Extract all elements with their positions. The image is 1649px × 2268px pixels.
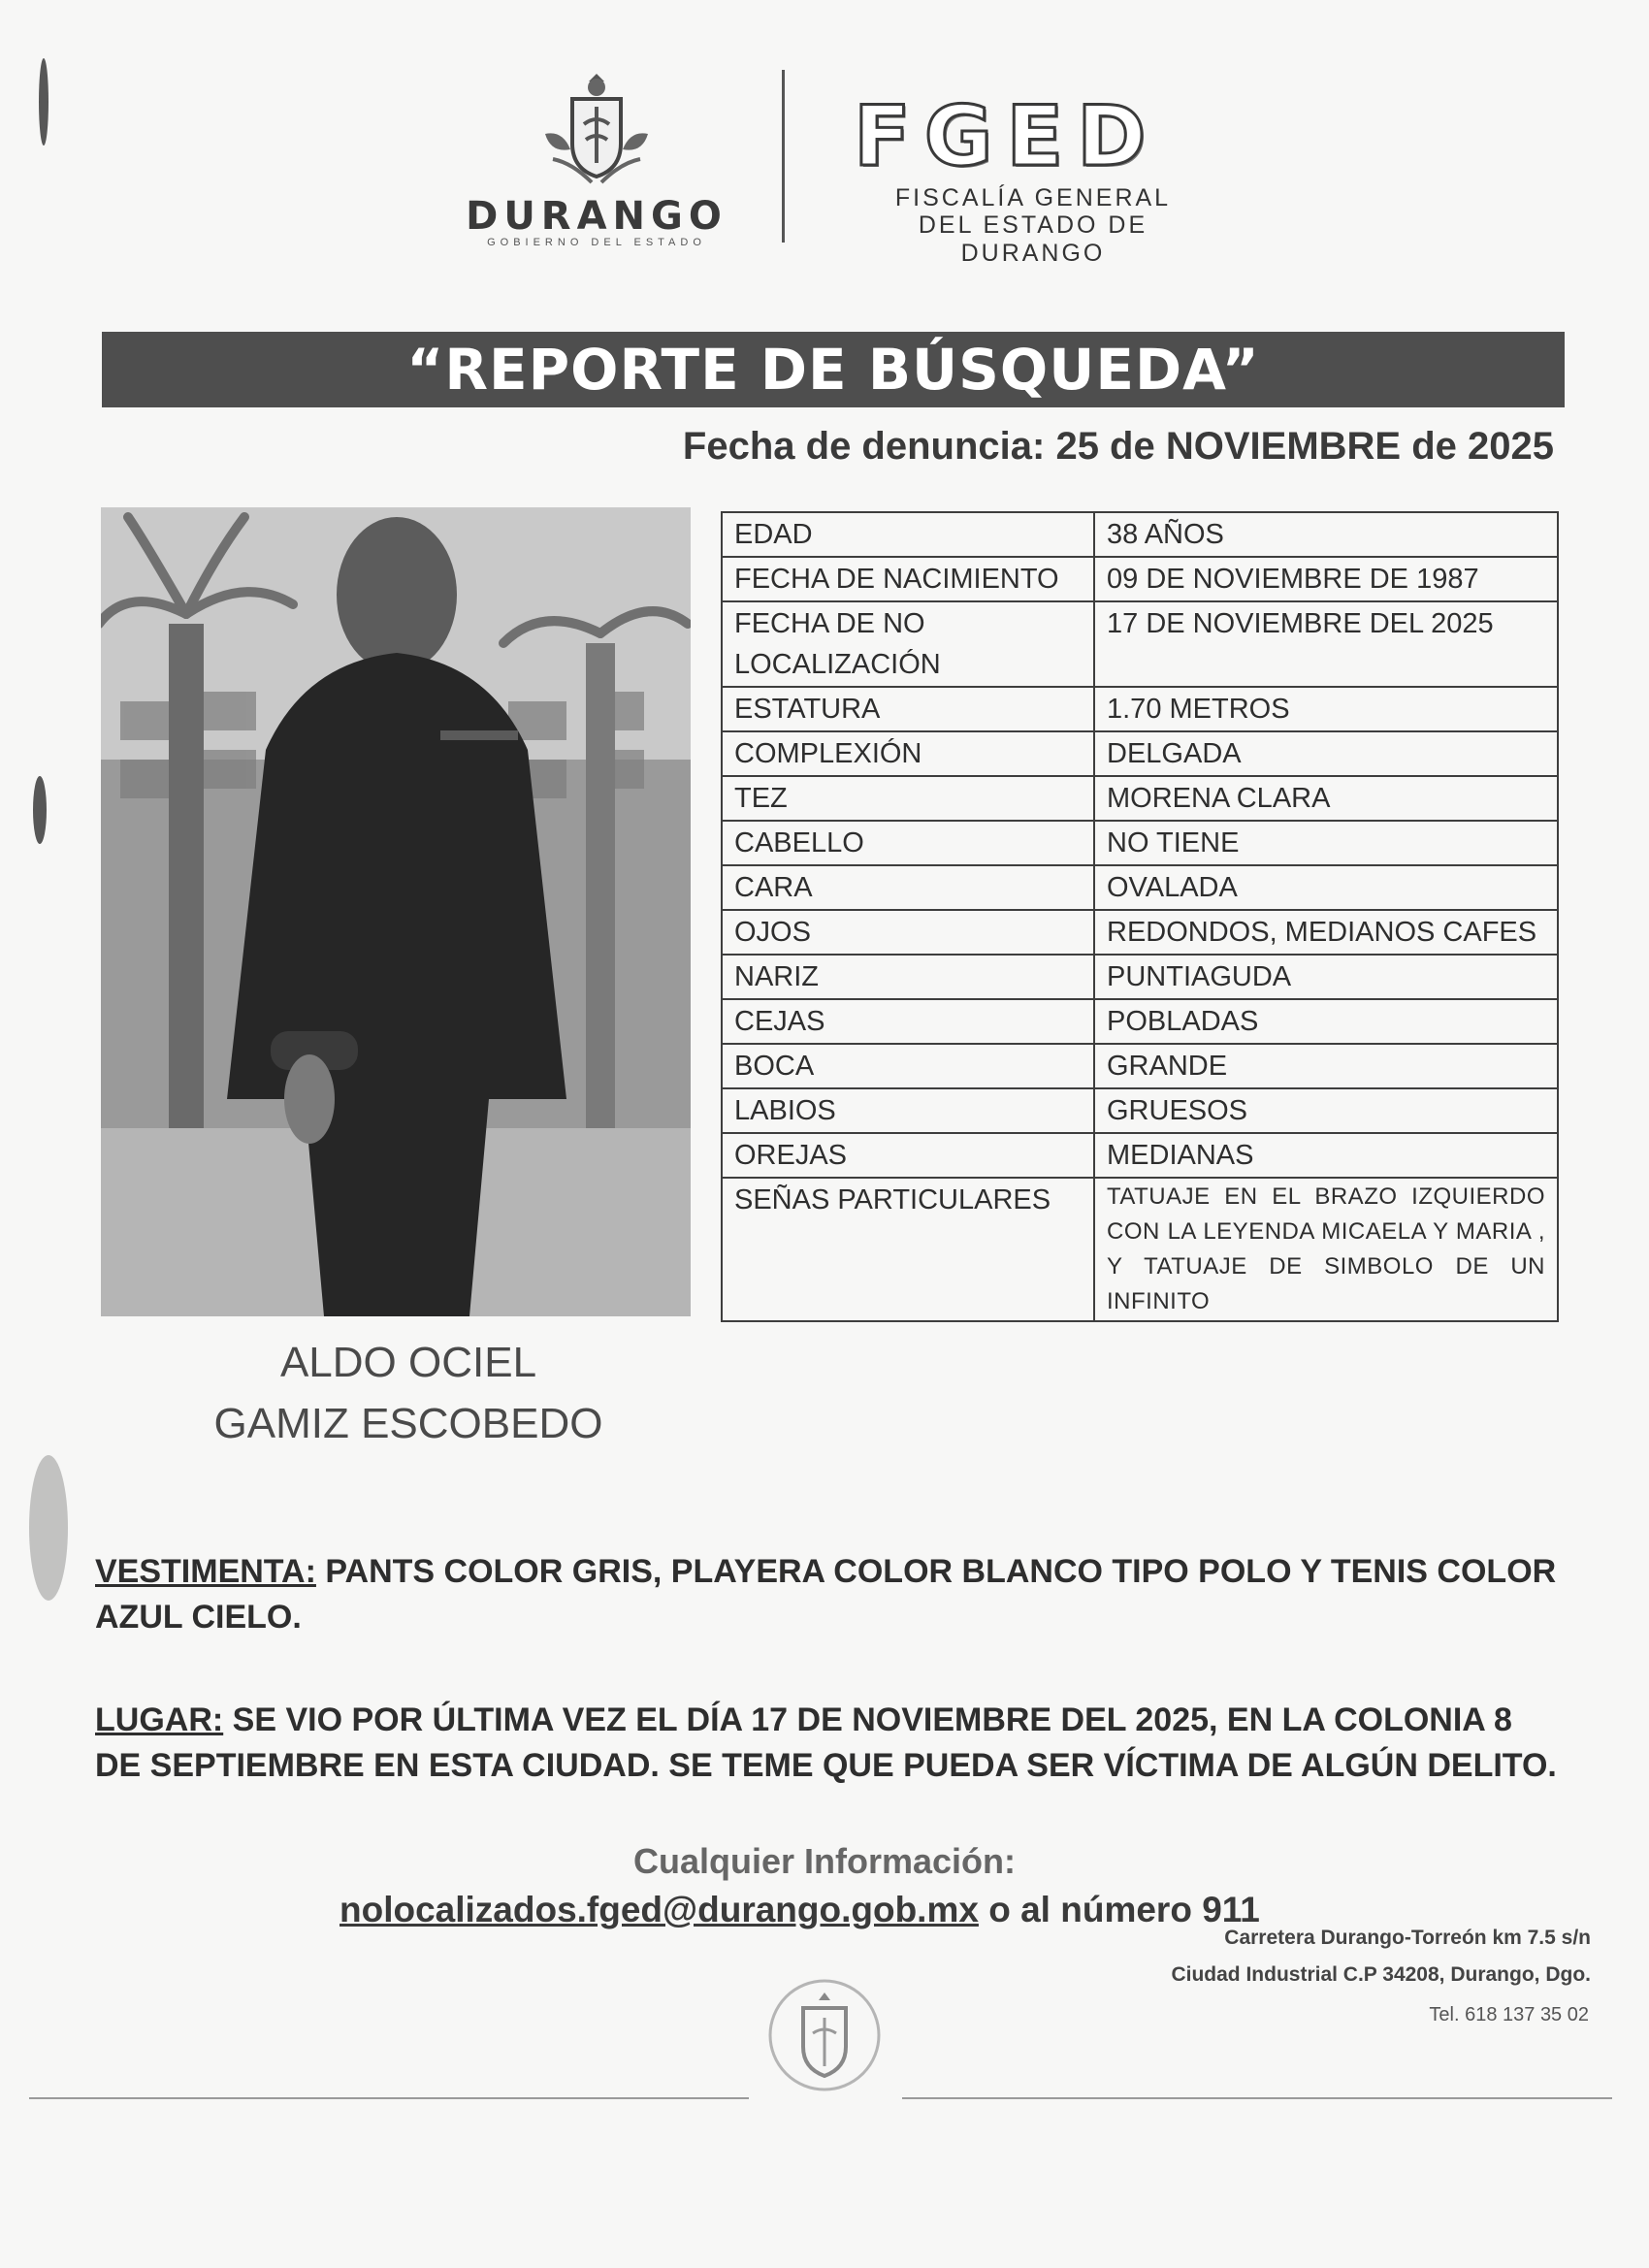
physical-description-table [721, 511, 1559, 1322]
clothing-text: PANTS COLOR GRIS, PLAYERA COLOR BLANCO TIPO POLO Y TENIS COLOR AZUL CIELO. [95, 1553, 1557, 1636]
detail-value: GRANDE [1094, 1044, 1558, 1088]
detail-label: FECHA DE NO LOCALIZACIÓN [722, 601, 1094, 687]
detail-value: MEDIANAS [1094, 1133, 1558, 1178]
detail-label: COMPLEXIÓN [722, 731, 1094, 776]
detail-label: CARA [722, 865, 1094, 910]
detail-value: TATUAJE EN EL BRAZO IZQUIERDO CON LA LEYENDA MICAELA Y MARIA , Y TATUAJE DE SIMBOLO DE UN INFINITO [1094, 1178, 1558, 1321]
report-title-banner: “REPORTE DE BÚSQUEDA” [102, 332, 1565, 407]
detail-value: GRUESOS [1094, 1088, 1558, 1133]
detail-value: OVALADA [1094, 865, 1558, 910]
table-row [722, 1133, 1558, 1178]
detail-value: 1.70 METROS [1094, 687, 1558, 731]
table-row [722, 687, 1558, 731]
person-name-line1: ALDO OCIEL [279, 1339, 537, 1386]
contact-title: Cualquier Información: [632, 1841, 1017, 1881]
detail-label: CEJAS [722, 999, 1094, 1044]
table-row [722, 512, 1558, 557]
detail-label: BOCA [722, 1044, 1094, 1088]
fged-logo: FGED [854, 88, 1160, 185]
contact-phone-text: o al número 911 [978, 1890, 1260, 1929]
detail-value: DELGADA [1094, 731, 1558, 776]
fged-subtitle-line2: DEL ESTADO DE DURANGO [918, 211, 1148, 267]
place-paragraph [95, 1698, 1562, 1789]
detail-label: FECHA DE NACIMIENTO [722, 557, 1094, 601]
detail-value: 38 AÑOS [1094, 512, 1558, 557]
detail-value: PUNTIAGUDA [1094, 955, 1558, 999]
detail-label: EDAD [722, 512, 1094, 557]
scan-mark [33, 776, 47, 844]
table-row [722, 1178, 1558, 1321]
detail-value: MORENA CLARA [1094, 776, 1558, 821]
footer-divider-right [902, 2097, 1612, 2099]
clothing-paragraph [95, 1549, 1562, 1640]
table-row [722, 999, 1558, 1044]
complaint-date: Fecha de denuncia: 25 de NOVIEMBRE de 2025 [682, 425, 1554, 468]
place-label: LUGAR: [95, 1701, 224, 1738]
detail-value: POBLADAS [1094, 999, 1558, 1044]
table-row [722, 865, 1558, 910]
table-row [722, 1088, 1558, 1133]
header-divider [782, 70, 785, 243]
detail-label: OREJAS [722, 1133, 1094, 1178]
footer-divider-left [29, 2097, 749, 2099]
table-row [722, 821, 1558, 865]
place-text: SE VIO POR ÚLTIMA VEZ EL DÍA 17 DE NOVIEMBRE DEL 2025, EN LA COLONIA 8 DE SEPTIEMBRE EN ESTA CIUDAD. SE TEME QUE PUEDA SER VÍCTIMA DE ALGÚN DELITO. [95, 1701, 1557, 1784]
durango-logo-subtext: GOBIERNO DEL ESTADO [487, 237, 706, 248]
detail-label: NARIZ [722, 955, 1094, 999]
missing-person-photo [101, 507, 691, 1316]
address-line1: Carretera Durango-Torreón km 7.5 s/n [1224, 1927, 1591, 1949]
detail-value: 09 DE NOVIEMBRE DE 1987 [1094, 557, 1558, 601]
clothing-label: VESTIMENTA: [95, 1553, 316, 1590]
table-row [722, 557, 1558, 601]
scan-mark [29, 1455, 68, 1601]
detail-label: SEÑAS PARTICULARES [722, 1178, 1094, 1321]
table-row [722, 910, 1558, 955]
durango-shield-icon [534, 66, 660, 192]
table-row [722, 1044, 1558, 1088]
detail-value: NO TIENE [1094, 821, 1558, 865]
detail-label: ESTATURA [722, 687, 1094, 731]
detail-label: TEZ [722, 776, 1094, 821]
scan-mark [39, 58, 48, 146]
durango-logo-text: DURANGO [466, 194, 728, 239]
office-phone: Tel. 618 137 35 02 [1429, 2004, 1589, 2025]
footer-emblem-icon [757, 1973, 892, 2097]
detail-value: REDONDOS, MEDIANOS CAFES [1094, 910, 1558, 955]
table-row [722, 601, 1558, 687]
detail-label: OJOS [722, 910, 1094, 955]
contact-line [340, 1890, 1260, 1930]
detail-label: LABIOS [722, 1088, 1094, 1133]
table-row [722, 776, 1558, 821]
table-row [722, 955, 1558, 999]
detail-label: CABELLO [722, 821, 1094, 865]
detail-value: 17 DE NOVIEMBRE DEL 2025 [1094, 601, 1558, 687]
person-name-line2: GAMIZ ESCOBEDO [213, 1400, 603, 1447]
address-line2: Ciudad Industrial C.P 34208, Durango, Dgo. [1171, 1963, 1591, 1986]
table-row [722, 731, 1558, 776]
fged-subtitle-line1: FISCALÍA GENERAL [894, 184, 1172, 211]
durango-logo [456, 66, 737, 250]
contact-email-link[interactable]: nolocalizados.fged@durango.gob.mx [340, 1890, 979, 1929]
